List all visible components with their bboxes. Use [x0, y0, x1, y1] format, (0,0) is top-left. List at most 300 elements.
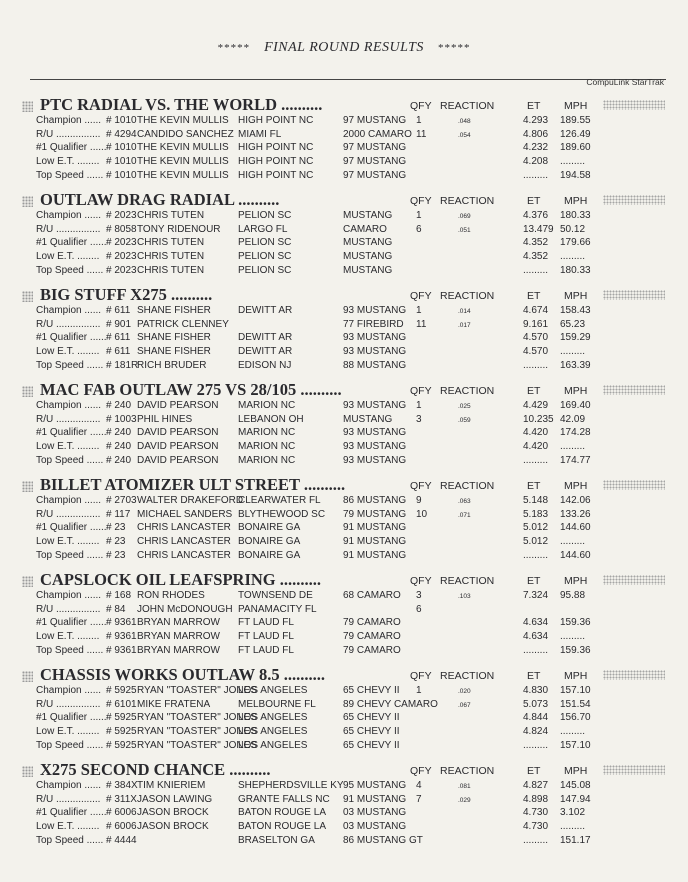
row-car: 79 CAMARO	[343, 644, 401, 656]
row-num: # 5925	[106, 712, 137, 724]
col-qfy: QFY	[410, 765, 432, 777]
row-cat: Low E.T. ........	[36, 346, 100, 358]
row-qfy: 7	[416, 793, 422, 805]
col-reaction: REACTION	[440, 290, 495, 302]
row-city: DEWITT AR	[238, 346, 293, 358]
row-cat: Champion ......	[36, 305, 102, 316]
row-num: # 9361	[106, 631, 137, 643]
section-bullet-icon	[22, 671, 33, 682]
row-cat: Low E.T. ........	[36, 156, 100, 168]
row-name: DAVID PEARSON	[137, 400, 219, 411]
result-row	[0, 645, 688, 659]
row-reaction: .051	[458, 226, 471, 234]
row-cat: R/U ................	[36, 793, 101, 805]
row-et: 4.844	[523, 712, 549, 724]
title-text: FINAL ROUND RESULTS	[264, 40, 424, 55]
row-car: 97 MUSTANG	[343, 115, 407, 126]
row-cat: R/U ................	[36, 223, 101, 235]
row-qfy: 6	[416, 603, 422, 615]
row-et: 5.012	[523, 536, 549, 548]
row-car: MUSTANG	[343, 413, 393, 425]
row-name: BRYAN MARROW	[137, 631, 220, 643]
row-num: # 311X	[106, 793, 137, 805]
col-reaction: REACTION	[440, 385, 495, 397]
result-row	[0, 129, 688, 143]
row-et: 4.420	[523, 441, 549, 453]
row-et: 4.827	[523, 780, 549, 791]
result-row	[0, 455, 688, 469]
row-name: THE KEVIN MULLIS	[137, 115, 229, 126]
row-name: RYAN "TOASTER" JONES	[137, 739, 257, 751]
row-mph: 174.28	[560, 427, 591, 439]
section-header	[0, 665, 688, 685]
stars-right: *****	[437, 42, 471, 54]
col-reaction: REACTION	[440, 670, 495, 682]
col-mph: MPH	[564, 385, 588, 397]
row-num: # 2703	[106, 495, 137, 506]
row-cat: #1 Qualifier ......	[36, 332, 107, 344]
row-et: .........	[523, 359, 549, 371]
row-mph: 151.17	[560, 834, 591, 846]
row-num: # 1003	[106, 413, 137, 425]
row-reaction: .103	[458, 593, 471, 600]
row-qfy: 11	[416, 318, 427, 330]
row-city: PELION SC	[238, 251, 292, 263]
row-car: 93 MUSTANG	[343, 305, 407, 316]
row-mph: 3.102	[560, 807, 586, 819]
row-city: BLYTHEWOOD SC	[238, 508, 326, 520]
row-et: 10.235	[523, 413, 554, 425]
section-header	[0, 285, 688, 305]
row-cat: #1 Qualifier ......	[36, 807, 107, 819]
row-city: BONAIRE GA	[238, 549, 301, 561]
row-mph: 194.58	[560, 169, 591, 181]
row-num: # 1010	[106, 156, 137, 168]
row-mph: 174.77	[560, 454, 591, 466]
row-city: DEWITT AR	[238, 305, 293, 316]
col-qfy: QFY	[410, 195, 432, 207]
row-mph: 126.49	[560, 128, 591, 140]
row-mph: 156.70	[560, 712, 591, 724]
row-reaction: .054	[458, 131, 471, 139]
row-name: SHANE FISHER	[137, 346, 211, 358]
row-car: MUSTANG	[343, 237, 393, 249]
row-name: JOHN McDONOUGH	[137, 603, 233, 615]
row-car: 93 MUSTANG	[343, 346, 407, 358]
row-reaction: .063	[458, 498, 471, 505]
row-num: # 4294	[106, 128, 137, 140]
row-car: 65 CHEVY II	[343, 685, 400, 696]
result-section	[0, 285, 688, 380]
row-cat: R/U ................	[36, 603, 101, 615]
result-row	[0, 780, 688, 794]
row-et: 4.208	[523, 156, 549, 168]
result-row	[0, 536, 688, 550]
result-row	[0, 740, 688, 754]
row-qfy: 1	[416, 210, 422, 221]
row-name: BRYAN MARROW	[137, 617, 220, 629]
col-et: ET	[527, 575, 541, 587]
row-num: # 9361	[106, 644, 137, 656]
col-et: ET	[527, 480, 541, 492]
result-row	[0, 170, 688, 184]
row-city: MARION NC	[238, 427, 296, 439]
row-reaction: .069	[458, 213, 471, 220]
row-car: 2000 CAMARO	[343, 128, 412, 140]
row-et: 7.324	[523, 590, 549, 601]
row-city: MIAMI FL	[238, 128, 282, 140]
row-mph: 42.09	[560, 413, 586, 425]
row-cat: Champion ......	[36, 400, 102, 411]
row-mph: .........	[560, 631, 586, 643]
result-row	[0, 441, 688, 455]
row-qfy: 9	[416, 495, 422, 506]
row-city: HIGH POINT NC	[238, 156, 314, 168]
section-header	[0, 570, 688, 590]
row-num: # 84	[106, 603, 126, 615]
row-num: # 1010	[106, 169, 137, 181]
row-cat: Top Speed ......	[36, 359, 104, 371]
row-mph: 157.10	[560, 739, 591, 751]
col-mph: MPH	[564, 100, 588, 112]
result-row	[0, 509, 688, 523]
section-title: BILLET ATOMIZER ULT STREET ..........	[40, 475, 346, 494]
row-car: 91 MUSTANG	[343, 522, 407, 534]
result-section	[0, 665, 688, 760]
row-cat: Low E.T. ........	[36, 251, 100, 263]
row-car: 97 MUSTANG	[343, 169, 407, 181]
col-qfy: QFY	[410, 290, 432, 302]
row-car: 97 MUSTANG	[343, 142, 407, 154]
row-reaction: .014	[458, 308, 471, 315]
row-et: 4.824	[523, 726, 549, 738]
row-mph: 133.26	[560, 508, 591, 520]
row-et: .........	[523, 454, 549, 466]
row-car: 77 FIREBIRD	[343, 318, 404, 330]
row-et: 4.293	[523, 115, 549, 126]
result-row	[0, 332, 688, 346]
row-car: MUSTANG	[343, 264, 393, 276]
row-et: 4.898	[523, 793, 549, 805]
result-row	[0, 821, 688, 835]
row-reaction: .067	[458, 701, 471, 709]
row-qfy: 1	[416, 305, 422, 316]
row-cat: Low E.T. ........	[36, 726, 100, 738]
row-city: MARION NC	[238, 454, 296, 466]
row-name: DAVID PEARSON	[137, 454, 219, 466]
row-city: HIGH POINT NC	[238, 115, 314, 126]
row-qfy: 4	[416, 780, 422, 791]
row-cat: Champion ......	[36, 210, 102, 221]
row-name: PHIL HINES	[137, 413, 193, 425]
section-pattern-badge	[603, 385, 665, 395]
section-header	[0, 475, 688, 495]
row-et: 4.634	[523, 617, 549, 629]
row-mph: 142.06	[560, 495, 591, 506]
row-reaction: .081	[458, 783, 471, 790]
section-title: CAPSLOCK OIL LEAFSPRING ..........	[40, 570, 321, 589]
row-name: RYAN "TOASTER" JONES	[137, 726, 257, 738]
row-name: CHRIS TUTEN	[137, 237, 205, 249]
row-mph: 163.39	[560, 359, 591, 371]
row-reaction: .025	[458, 403, 471, 410]
result-section	[0, 380, 688, 475]
section-header	[0, 190, 688, 210]
row-city: PELION SC	[238, 237, 292, 249]
result-section	[0, 570, 688, 665]
row-city: LOS ANGELES	[238, 685, 308, 696]
col-et: ET	[527, 195, 541, 207]
row-name: RICH BRUDER	[137, 359, 207, 371]
row-name: CHRIS TUTEN	[137, 251, 205, 263]
section-title: BIG STUFF X275 ..........	[40, 285, 213, 304]
row-name: RYAN "TOASTER" JONES	[137, 685, 257, 696]
row-cat: Top Speed ......	[36, 644, 104, 656]
row-et: 5.073	[523, 698, 549, 710]
row-num: # 8058	[106, 223, 137, 235]
row-city: MELBOURNE FL	[238, 698, 316, 710]
row-num: # 23	[106, 522, 126, 534]
row-num: # 6101	[106, 698, 137, 710]
section-title: CHASSIS WORKS OUTLAW 8.5 ..........	[40, 665, 326, 684]
col-et: ET	[527, 765, 541, 777]
row-mph: 65.23	[560, 318, 586, 330]
row-mph: 144.60	[560, 549, 591, 561]
row-name: RYAN "TOASTER" JONES	[137, 712, 257, 724]
row-name: JASON LAWING	[137, 793, 213, 805]
col-reaction: REACTION	[440, 765, 495, 777]
row-city: BATON ROUGE LA	[238, 807, 326, 819]
col-qfy: QFY	[410, 100, 432, 112]
row-name: THE KEVIN MULLIS	[137, 169, 229, 181]
row-et: .........	[523, 644, 549, 656]
row-name: WALTER DRAKEFORD	[137, 495, 244, 506]
result-section	[0, 760, 688, 855]
result-row	[0, 414, 688, 428]
row-city: PELION SC	[238, 264, 292, 276]
row-name: JASON BROCK	[137, 821, 209, 833]
section-bullet-icon	[22, 576, 33, 587]
stars-left: *****	[217, 42, 251, 54]
col-qfy: QFY	[410, 670, 432, 682]
row-cat: Low E.T. ........	[36, 631, 100, 643]
row-reaction: .020	[458, 688, 471, 695]
row-car: 65 CHEVY II	[343, 712, 400, 724]
row-name: BRYAN MARROW	[137, 644, 220, 656]
row-cat: Champion ......	[36, 115, 102, 126]
row-name: PATRICK CLENNEY	[137, 318, 229, 330]
row-qfy: 1	[416, 115, 422, 126]
row-num: # 117	[106, 508, 131, 520]
row-mph: 159.36	[560, 644, 591, 656]
row-cat: Champion ......	[36, 685, 102, 696]
section-bullet-icon	[22, 481, 33, 492]
row-et: 4.376	[523, 210, 549, 221]
col-reaction: REACTION	[440, 100, 495, 112]
row-name: TONY RIDENOUR	[137, 223, 221, 235]
row-mph: 147.94	[560, 793, 591, 805]
row-car: 93 MUSTANG	[343, 441, 407, 453]
row-city: LOS ANGELES	[238, 726, 308, 738]
row-cat: Champion ......	[36, 495, 102, 506]
section-bullet-icon	[22, 766, 33, 777]
row-name: MIKE FRATENA	[137, 698, 211, 710]
row-num: # 4444	[106, 834, 137, 846]
col-mph: MPH	[564, 575, 588, 587]
row-et: .........	[523, 169, 549, 181]
result-row	[0, 210, 688, 224]
row-reaction: .017	[458, 321, 471, 329]
row-num: # 6006	[106, 821, 137, 833]
row-car: 03 MUSTANG	[343, 821, 407, 833]
result-row	[0, 156, 688, 170]
row-et: 4.352	[523, 237, 549, 249]
row-mph: 180.33	[560, 264, 591, 276]
row-cat: R/U ................	[36, 413, 101, 425]
row-num: # 181R	[106, 359, 139, 371]
row-car: 88 MUSTANG	[343, 359, 407, 371]
section-title: OUTLAW DRAG RADIAL ..........	[40, 190, 280, 209]
row-car: 93 MUSTANG	[343, 332, 407, 344]
row-car: MUSTANG	[343, 251, 393, 263]
row-et: 4.352	[523, 251, 549, 263]
row-et: 4.420	[523, 427, 549, 439]
row-city: PANAMACITY FL	[238, 603, 317, 615]
row-car: 86 MUSTANG	[343, 495, 407, 506]
row-city: FT LAUD FL	[238, 631, 294, 643]
row-name: DAVID PEARSON	[137, 427, 219, 439]
row-et: .........	[523, 834, 549, 846]
col-mph: MPH	[564, 290, 588, 302]
row-name: SHANE FISHER	[137, 305, 211, 316]
row-num: # 5925	[106, 726, 137, 738]
row-car: 91 MUSTANG	[343, 549, 407, 561]
section-pattern-badge	[603, 290, 665, 300]
row-cat: Low E.T. ........	[36, 821, 100, 833]
row-city: LOS ANGELES	[238, 712, 308, 724]
row-qfy: 1	[416, 400, 422, 411]
row-mph: .........	[560, 536, 586, 548]
row-city: GRANTE FALLS NC	[238, 793, 330, 805]
row-reaction: .029	[458, 796, 471, 804]
row-et: 13.479	[523, 223, 554, 235]
result-row	[0, 685, 688, 699]
row-mph: 179.66	[560, 237, 591, 249]
row-et: 5.012	[523, 522, 549, 534]
row-mph: .........	[560, 346, 586, 358]
col-qfy: QFY	[410, 385, 432, 397]
row-mph: 180.33	[560, 210, 591, 221]
row-qfy: 11	[416, 128, 427, 140]
row-cat: Top Speed ......	[36, 454, 104, 466]
col-qfy: QFY	[410, 480, 432, 492]
result-row	[0, 631, 688, 645]
row-cat: Top Speed ......	[36, 739, 104, 751]
row-name: CHRIS TUTEN	[137, 210, 205, 221]
row-num: # 2023	[106, 237, 137, 249]
result-row	[0, 251, 688, 265]
result-row	[0, 550, 688, 564]
row-num: # 6006	[106, 807, 137, 819]
result-row	[0, 427, 688, 441]
row-name: JASON BROCK	[137, 807, 209, 819]
section-header	[0, 380, 688, 400]
row-mph: 95.88	[560, 590, 586, 601]
result-row	[0, 794, 688, 808]
row-et: 4.429	[523, 400, 549, 411]
result-row	[0, 617, 688, 631]
row-city: LARGO FL	[238, 223, 288, 235]
row-num: # 240	[106, 441, 132, 453]
row-cat: R/U ................	[36, 318, 101, 330]
row-cat: #1 Qualifier ......	[36, 522, 107, 534]
col-mph: MPH	[564, 480, 588, 492]
col-reaction: REACTION	[440, 575, 495, 587]
result-row	[0, 699, 688, 713]
row-num: # 901	[106, 318, 132, 330]
brand-label: CompuLink StarTrak	[586, 77, 664, 87]
section-pattern-badge	[603, 100, 665, 110]
row-et: 4.232	[523, 142, 549, 154]
section-header	[0, 760, 688, 780]
row-reaction: .059	[458, 416, 471, 424]
result-row	[0, 265, 688, 279]
row-mph: .........	[560, 441, 586, 453]
row-car: 03 MUSTANG	[343, 807, 407, 819]
row-car: 79 MUSTANG	[343, 508, 407, 520]
row-num: # 9361	[106, 617, 137, 629]
col-mph: MPH	[564, 765, 588, 777]
row-num: # 2023	[106, 210, 137, 221]
row-car: 89 CHEVY CAMARO	[343, 698, 438, 710]
row-car: 97 MUSTANG	[343, 156, 407, 168]
col-et: ET	[527, 385, 541, 397]
result-row	[0, 835, 688, 849]
result-section	[0, 190, 688, 285]
row-city: FT LAUD FL	[238, 617, 294, 629]
row-car: 91 MUSTANG	[343, 536, 407, 548]
section-header	[0, 95, 688, 115]
row-cat: #1 Qualifier ......	[36, 712, 107, 724]
row-et: .........	[523, 264, 549, 276]
row-cat: #1 Qualifier ......	[36, 142, 107, 154]
section-pattern-badge	[603, 670, 665, 680]
result-row	[0, 522, 688, 536]
row-city: DEWITT AR	[238, 332, 293, 344]
row-qfy: 6	[416, 223, 422, 235]
result-row	[0, 360, 688, 374]
row-num: # 240	[106, 454, 132, 466]
result-row	[0, 604, 688, 618]
row-name: CANDIDO SANCHEZ	[137, 128, 234, 140]
result-row	[0, 115, 688, 129]
row-car: MUSTANG	[343, 210, 393, 221]
row-city: HIGH POINT NC	[238, 142, 314, 154]
section-pattern-badge	[603, 480, 665, 490]
header-rule	[30, 79, 666, 80]
row-et: 4.570	[523, 332, 549, 344]
row-cat: Top Speed ......	[36, 264, 104, 276]
row-car: 91 MUSTANG	[343, 793, 407, 805]
row-cat: Low E.T. ........	[36, 536, 100, 548]
col-qfy: QFY	[410, 575, 432, 587]
row-cat: Champion ......	[36, 780, 102, 791]
row-city: LEBANON OH	[238, 413, 304, 425]
row-name: CHRIS TUTEN	[137, 264, 205, 276]
result-row	[0, 807, 688, 821]
row-num: # 611	[106, 332, 131, 344]
row-city: BRASELTON GA	[238, 834, 315, 846]
